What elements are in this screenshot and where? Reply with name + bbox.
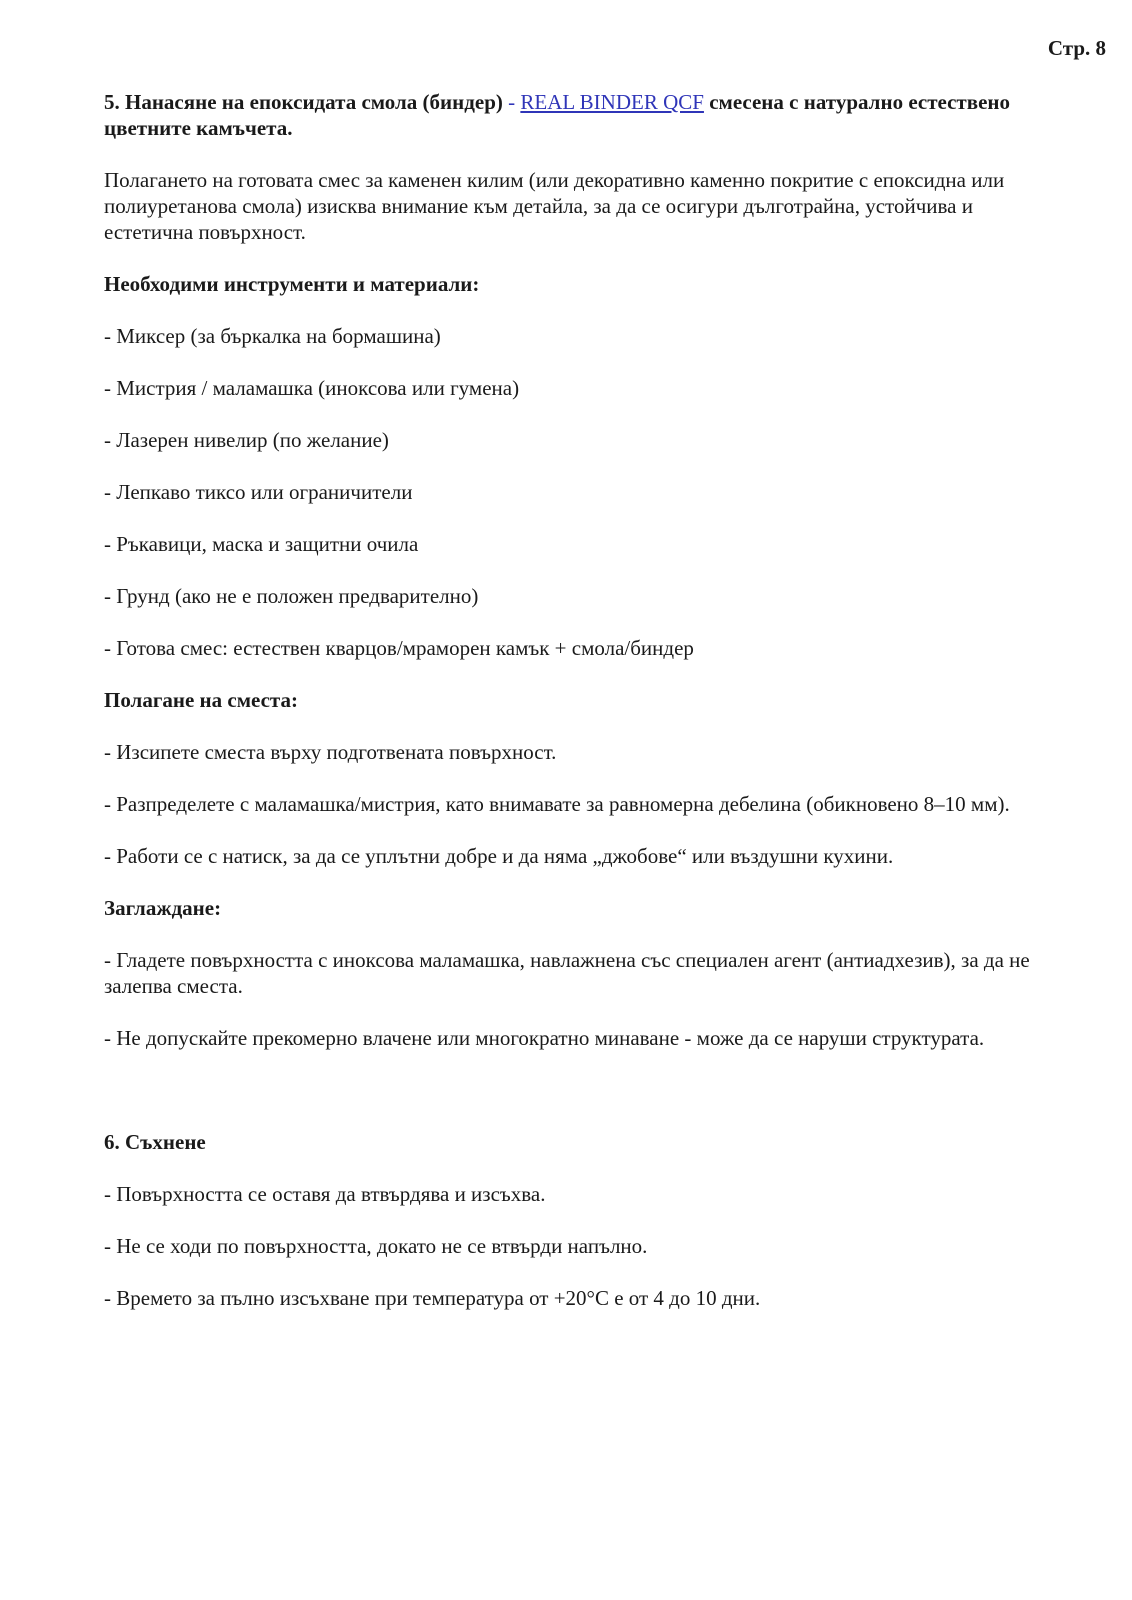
laying-item: - Изсипете сместа върху подготвената повърхност. [104, 740, 557, 764]
drying-item: - Повърхността се оставя да втвърдява и изсъхва. [104, 1182, 546, 1206]
drying-item: - Времето за пълно изсъхване при температура от +20°C е от 4 до 10 дни. [104, 1286, 761, 1310]
section-5-intro: Полагането на готовата смес за каменен килим (или декоративно каменно покритие с епоксидна или полиуретанова смола) изисква внимание към детайла, за да се осигури дълготрайна, устойчива и естетична повърхност. [104, 168, 1005, 244]
section-5-heading [104, 89, 1034, 141]
tools-item: - Ръкавици, маска и защитни очила [104, 532, 419, 556]
smoothing-item: - Гладете повърхността с иноксова маламашка, навлажнена със специален агент (антиадхезив), за да не залепва сместа. [104, 948, 1030, 998]
smoothing-item: - Не допускайте прекомерно влачене или многократно минаване - може да се наруши структурата. [104, 1026, 985, 1050]
tools-item: - Грунд (ако не е положен предварително) [104, 584, 479, 608]
laying-item: - Разпределете с маламашка/мистрия, като внимавате за равномерна дебелина (обикновено 8–10 мм). [104, 792, 1010, 816]
document-body [104, 89, 1034, 1337]
section-6-heading: 6. Съхнене [104, 1130, 206, 1154]
tools-item: - Готова смес: естествен кварцов/мраморен камък + смола/биндер [104, 636, 694, 660]
page-number: Стр. 8 [1047, 36, 1106, 60]
tools-item: - Лазерен нивелир (по желание) [104, 428, 389, 452]
heading-separator: - [502, 90, 521, 114]
laying-heading: Полагане на сместа: [104, 688, 298, 712]
laying-item: - Работи се с натиск, за да се уплътни добре и да няма „джобове“ или въздушни кухини. [104, 844, 894, 868]
section-5-heading-prefix: 5. Нанасяне на епоксидата смола (биндер) [104, 90, 503, 114]
section-spacer [104, 1077, 1034, 1129]
tools-heading: Необходими инструменти и материали: [104, 272, 480, 296]
tools-item: - Лепкаво тиксо или ограничители [104, 480, 413, 504]
tools-item: - Миксер (за бъркалка на бормашина) [104, 324, 441, 348]
smoothing-heading: Заглаждане: [104, 896, 222, 920]
drying-item: - Не се ходи по повърхността, докато не се втвърди напълно. [104, 1234, 648, 1258]
tools-item: - Мистрия / маламашка (иноксова или гумена) [104, 376, 520, 400]
section-5-heading-suffix: смесена с натурално естествено цветните камъчета. [104, 90, 1011, 140]
real-binder-qcf-link[interactable]: REAL BINDER QCF [520, 90, 704, 114]
